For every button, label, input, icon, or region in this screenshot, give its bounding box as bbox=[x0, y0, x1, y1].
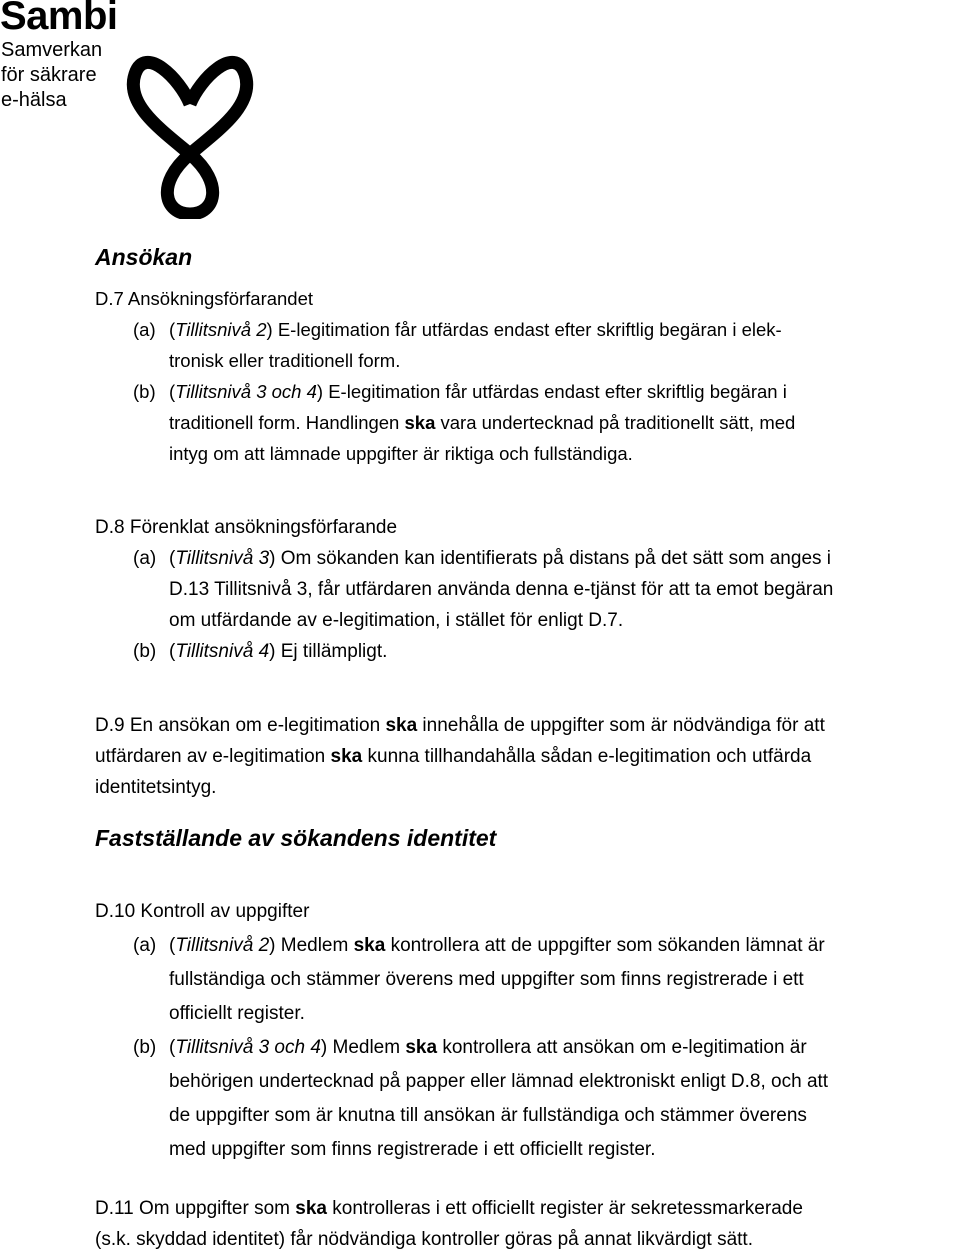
clause-d10 bbox=[95, 895, 960, 1167]
section-heading-faststallande: Fastställande av sökandens identitet bbox=[95, 825, 497, 851]
item-text: om utfärdande av e-legitimation, i stället för enligt D.7. bbox=[169, 610, 624, 631]
clause-text: kontrolleras i ett officiellt register är sekretessmarkerade bbox=[332, 1198, 803, 1219]
item-text: officiellt register. bbox=[169, 1003, 305, 1024]
item-text: Medlem bbox=[332, 1037, 401, 1058]
item-text: tronisk eller traditionell form. bbox=[169, 350, 401, 371]
sambi-logo bbox=[0, 0, 260, 220]
clause-d7-item-b: (b) (Tillitsnivå 3 och 4) E-legitimation får utfärdas endast efter skriftlig begäran i traditionell form. Handlingen ska vara undertecknad på traditionellt sätt, med intyg om att lämnade uppgifter är riktiga och fullständiga. bbox=[95, 376, 960, 469]
item-text: E-legitimation får utfärdas endast efter skriftlig begäran i elek- bbox=[277, 319, 782, 340]
emphasis-ska: ska bbox=[385, 715, 418, 736]
item-label: (a) bbox=[133, 319, 156, 340]
item-label: (b) bbox=[133, 1037, 157, 1058]
clause-d8 bbox=[95, 512, 960, 667]
emphasis-ska: ska bbox=[405, 1037, 438, 1058]
item-text: kontrollera att de uppgifter som sökanden lämnat är bbox=[390, 935, 825, 956]
clause-text: utfärdaren av e-legitimation bbox=[95, 746, 326, 767]
clause-text: D.9 En ansökan om e-legitimation bbox=[95, 715, 381, 736]
item-text: behörigen undertecknad på papper eller lämnad elektroniskt enligt D.8, och att bbox=[169, 1071, 829, 1092]
clause-d10-title: D.10 Kontroll av uppgifter bbox=[95, 901, 310, 922]
assurance-level: Tillitsnivå 2 bbox=[175, 935, 270, 956]
item-text: Medlem bbox=[280, 935, 349, 956]
clause-d11 bbox=[95, 1193, 960, 1255]
clause-d10-item-b: (b) (Tillitsnivå 3 och 4) Medlem ska kontrollera att ansökan om e-legitimation är behörigen undertecknad på papper eller lämnad elektroniskt enligt D.8, och att de uppgifter som är knutna till ansökan är fullständiga och stämmer överens med uppgifter som finns registrerade i ett officiellt register. bbox=[95, 1031, 960, 1167]
item-text: intyg om att lämnade uppgifter är riktiga och fullständiga. bbox=[169, 443, 633, 464]
clause-text: innehålla de uppgifter som är nödvändiga för att bbox=[422, 715, 825, 736]
item-text: kontrollera att ansökan om e-legitimation är bbox=[442, 1037, 807, 1058]
item-text: vara undertecknad på traditionellt sätt, med bbox=[440, 412, 796, 433]
assurance-level: Tillitsnivå 3 bbox=[175, 548, 270, 569]
section-heading-ansokan: Ansökan bbox=[95, 244, 193, 270]
item-text: Om sökanden kan identifierats på distans på det sätt som anges i bbox=[280, 548, 832, 569]
item-label: (a) bbox=[133, 935, 157, 956]
clause-d8-title: D.8 Förenklat ansökningsförfarande bbox=[95, 517, 398, 538]
item-text: E-legitimation får utfärdas endast efter skriftlig begäran i bbox=[328, 381, 787, 402]
clause-d7-title: D.7 Ansökningsförfarandet bbox=[95, 288, 314, 309]
clause-d9 bbox=[95, 710, 960, 803]
logo-subtitle-line-1: Samverkan bbox=[1, 39, 103, 61]
emphasis-ska: ska bbox=[295, 1198, 327, 1219]
logo-title: Sambi bbox=[0, 0, 118, 38]
item-text: traditionell form. Handlingen bbox=[169, 412, 400, 433]
assurance-level: Tillitsnivå 3 och 4 bbox=[175, 1037, 321, 1058]
logo-subtitle-line-2: för säkrare bbox=[1, 64, 97, 86]
assurance-level: Tillitsnivå 3 och 4 bbox=[175, 381, 317, 402]
item-text: med uppgifter som finns registrerade i ett officiellt register. bbox=[169, 1139, 656, 1160]
clause-text: D.11 Om uppgifter som bbox=[95, 1198, 291, 1219]
item-label: (b) bbox=[133, 641, 157, 662]
item-label: (a) bbox=[133, 548, 157, 569]
item-text: fullständiga och stämmer överens med uppgifter som finns registrerade i ett bbox=[169, 969, 804, 990]
clause-d7 bbox=[95, 283, 960, 469]
emphasis-ska: ska bbox=[330, 746, 363, 767]
clause-d8-item-a: (a) (Tillitsnivå 3) Om sökanden kan identifierats på distans på det sätt som anges i D.13 Tillitsnivå 3, får utfärdaren använda denna e-tjänst för att ta emot begäran om utfärdande av e-legitimation, i stället för enligt D.7. bbox=[95, 543, 960, 636]
assurance-level: Tillitsnivå 2 bbox=[175, 319, 267, 340]
item-text: de uppgifter som är knutna till ansökan är fullständiga och stämmer överens bbox=[169, 1105, 807, 1126]
emphasis-ska: ska bbox=[404, 412, 436, 433]
item-text: D.13 Tillitsnivå 3, får utfärdaren använda denna e-tjänst för att ta emot begäran bbox=[169, 579, 834, 600]
heart-knot-icon bbox=[120, 34, 260, 219]
item-text: Ej tillämpligt. bbox=[280, 641, 388, 662]
logo-subtitle-line-3: e-hälsa bbox=[1, 89, 67, 111]
item-label: (b) bbox=[133, 381, 156, 402]
clause-text: (s.k. skyddad identitet) får nödvändiga kontroller göras på annat likvärdigt sätt. bbox=[95, 1229, 753, 1250]
clause-d7-item-a: (a) (Tillitsnivå 2) E-legitimation får utfärdas endast efter skriftlig begäran i elek- tronisk eller traditionell form. bbox=[95, 314, 960, 376]
clause-d10-item-a: (a) (Tillitsnivå 2) Medlem ska kontrollera att de uppgifter som sökanden lämnat är fullständiga och stämmer överens med uppgifter som finns registrerade i ett officiellt register. bbox=[95, 929, 960, 1031]
emphasis-ska: ska bbox=[353, 935, 386, 956]
assurance-level: Tillitsnivå 4 bbox=[175, 641, 270, 662]
clause-d8-item-b: (b) (Tillitsnivå 4) Ej tillämpligt. bbox=[95, 636, 960, 667]
clause-text: kunna tillhandahålla sådan e-legitimation och utfärda bbox=[367, 746, 812, 767]
clause-text: identitetsintyg. bbox=[95, 777, 217, 798]
